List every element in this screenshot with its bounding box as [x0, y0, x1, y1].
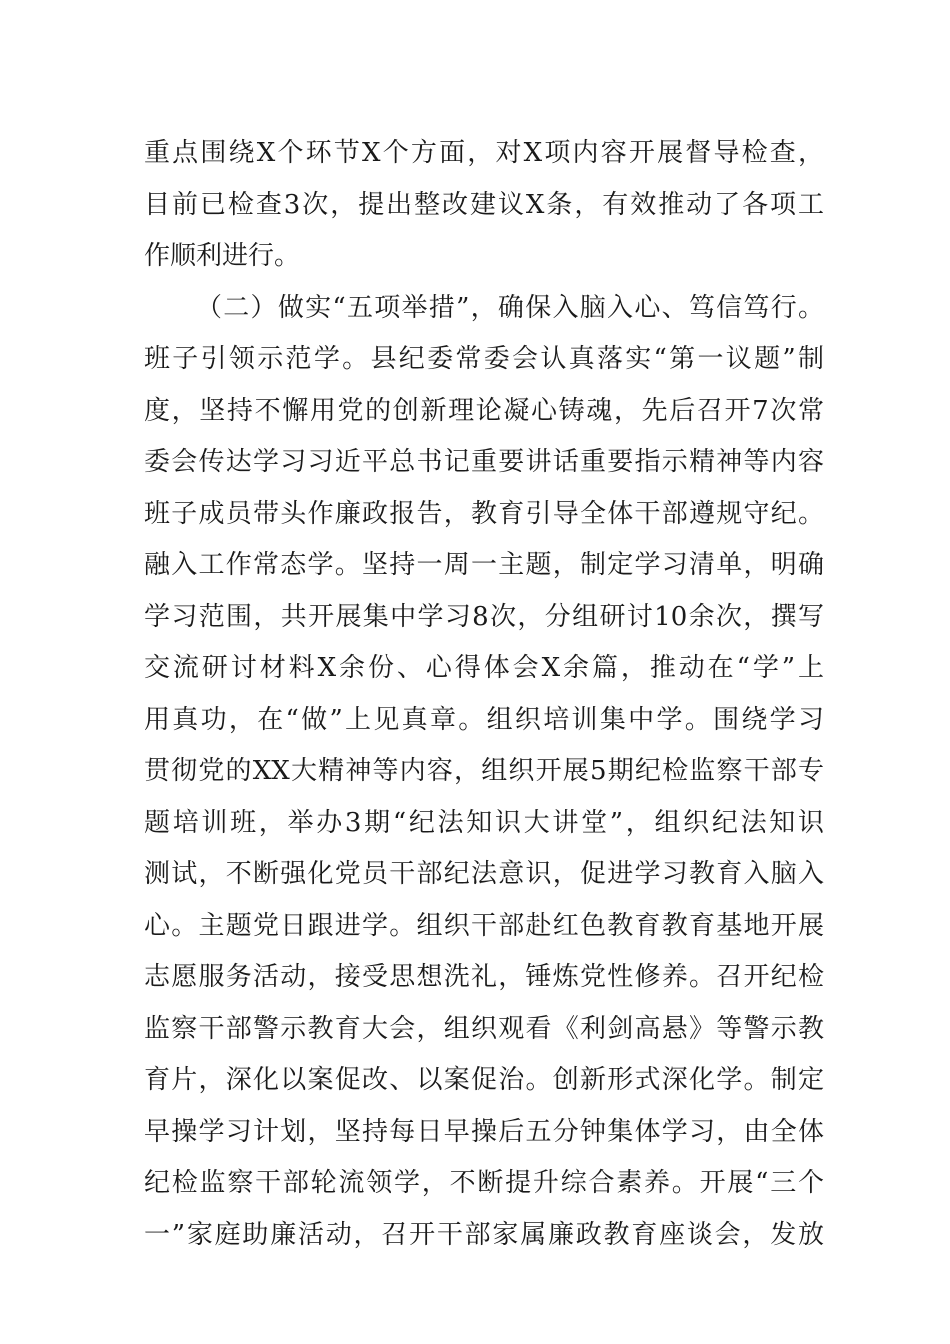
text-line: 班子成员带头作廉政报告，教育引导全体干部遵规守纪。 [144, 498, 824, 529]
text-line: 班子引领示范学。县纪委常委会认真落实“第一议题”制 [144, 344, 824, 374]
text-line: 融入工作常态学。坚持一周一主题，制定学习清单，明确 [144, 550, 824, 580]
text-line: 题培训班，举办3期“纪法知识大讲堂”，组织纪法知识 [144, 807, 824, 838]
text-line: 心。主题党日跟进学。组织干部赴红色教育教育基地开展 [144, 910, 824, 941]
text-line: 贯彻党的XX大精神等内容，组织开展5期纪检监察干部专 [144, 756, 824, 786]
text-line: 监察干部警示教育大会，组织观看《利剑高悬》等警示教 [144, 1013, 824, 1044]
text-line: 度，坚持不懈用党的创新理论凝心铸魂，先后召开7次常 [144, 395, 824, 426]
text-line: 重点围绕X个环节X个方面，对X项内容开展督导检查， [144, 138, 824, 168]
text-line: 志愿服务活动，接受思想洗礼，锤炼党性修养。召开纪检 [144, 962, 824, 992]
text-line: 委会传达学习习近平总书记重要讲话重要指示精神等内容 [144, 447, 824, 477]
text-line: 纪检监察干部轮流领学，不断提升综合素养。开展“三个 [144, 1168, 824, 1198]
text-line: 育片，深化以案促改、以案促治。创新形式深化学。制定 [144, 1065, 824, 1095]
text-line: 目前已检查3次，提出整改建议X条，有效推动了各项工 [144, 189, 824, 220]
text-line: 作顺利进行。 [144, 241, 301, 271]
text-line: 用真功，在“做”上见真章。组织培训集中学。围绕学习 [144, 704, 824, 735]
section-heading-line: （二）做实“五项举措”，确保入脑入心、笃信笃行。 [196, 292, 824, 323]
text-line: 一”家庭助廉活动，召开干部家属廉政教育座谈会，发放 [144, 1219, 824, 1250]
text-line: 测试，不断强化党员干部纪法意识，促进学习教育入脑入 [144, 859, 824, 889]
body-text [144, 128, 824, 1261]
text-line: 早操学习计划，坚持每日早操后五分钟集体学习，由全体 [144, 1116, 824, 1147]
text-line: 学习范围，共开展集中学习8次，分组研讨10余次，撰写 [144, 601, 824, 632]
text-line: 交流研讨材料X余份、心得体会X余篇，推动在“学”上 [144, 653, 824, 683]
